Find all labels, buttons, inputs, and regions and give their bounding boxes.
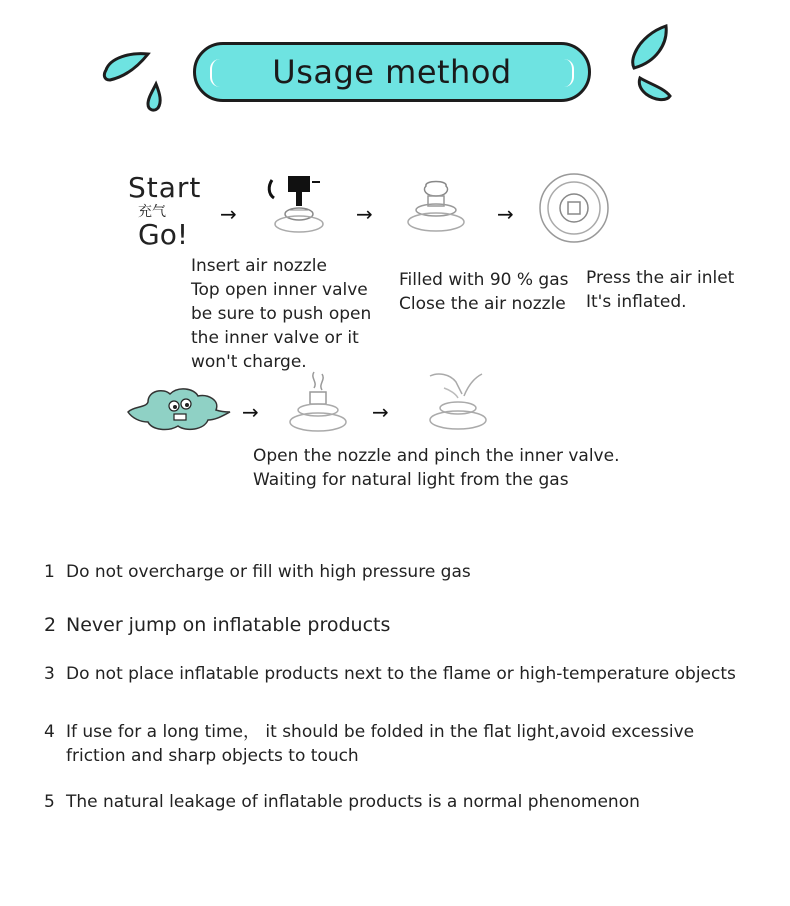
rule-item bbox=[44, 792, 640, 812]
caption-line: Top open inner valve bbox=[191, 280, 368, 300]
arrow-icon: → bbox=[356, 202, 373, 226]
title-banner bbox=[193, 42, 591, 102]
caption-line: Close the air nozzle bbox=[399, 294, 566, 314]
arrow-icon: → bbox=[242, 400, 259, 424]
valve-pinch-icon bbox=[416, 368, 500, 440]
caption-insert-nozzle bbox=[191, 254, 371, 374]
rule-text: Do not place inflatable products next to the flame or high-temperature objects bbox=[66, 664, 736, 684]
rule-item bbox=[44, 664, 736, 684]
caption-open-nozzle bbox=[253, 444, 619, 492]
arrow-icon: → bbox=[220, 202, 237, 226]
banner-shine-right bbox=[564, 59, 574, 87]
rule-number: 2 bbox=[44, 614, 57, 636]
rule-text: If use for a long time， it should be folded in the flat light,avoid excessive bbox=[66, 722, 695, 742]
page-title: Usage method bbox=[272, 53, 512, 91]
caption-line: the inner valve or it bbox=[191, 328, 359, 348]
deflated-cloud-icon bbox=[124, 380, 232, 440]
rule-text: Never jump on inflatable products bbox=[66, 614, 391, 636]
rule-number: 1 bbox=[44, 562, 55, 582]
rule-item bbox=[44, 614, 390, 636]
caption-press-inlet bbox=[586, 266, 734, 314]
caption-line: Filled with 90 % gas bbox=[399, 270, 569, 290]
start-go-logo bbox=[128, 172, 208, 250]
caption-line: Press the air inlet bbox=[586, 268, 735, 288]
caption-fill-gas bbox=[399, 268, 569, 316]
rule-text: Do not overcharge or fill with high pressure gas bbox=[66, 562, 471, 582]
rule-text-continued: friction and sharp objects to touch bbox=[66, 746, 359, 766]
rule-text: The natural leakage of inflatable products is a normal phenomenon bbox=[66, 792, 640, 812]
rule-item bbox=[44, 720, 694, 768]
rule-number: 4 bbox=[44, 722, 55, 742]
caption-line: It's inflated. bbox=[586, 292, 687, 312]
start-cn-label: 充气 bbox=[138, 204, 166, 220]
caption-line: won't charge. bbox=[191, 352, 307, 372]
water-drop-left-icon bbox=[100, 44, 180, 114]
nozzle-insert-icon bbox=[262, 172, 332, 238]
valve-open-icon bbox=[284, 368, 354, 440]
rule-item bbox=[44, 562, 471, 582]
banner-shine-left bbox=[210, 59, 220, 87]
valve-top-view-icon bbox=[536, 170, 612, 246]
caption-line: be sure to push open bbox=[191, 304, 372, 324]
valve-filled-icon bbox=[402, 176, 472, 238]
caption-line: Insert air nozzle bbox=[191, 256, 327, 276]
arrow-icon: → bbox=[372, 400, 389, 424]
rule-number: 5 bbox=[44, 792, 55, 812]
caption-line: Open the nozzle and pinch the inner valve. bbox=[253, 446, 620, 466]
caption-line: Waiting for natural light from the gas bbox=[253, 470, 569, 490]
go-label: Go! bbox=[138, 218, 189, 251]
water-drop-right-icon bbox=[606, 20, 678, 104]
arrow-icon: → bbox=[497, 202, 514, 226]
rule-number: 3 bbox=[44, 664, 55, 684]
start-label: Start bbox=[128, 171, 202, 204]
